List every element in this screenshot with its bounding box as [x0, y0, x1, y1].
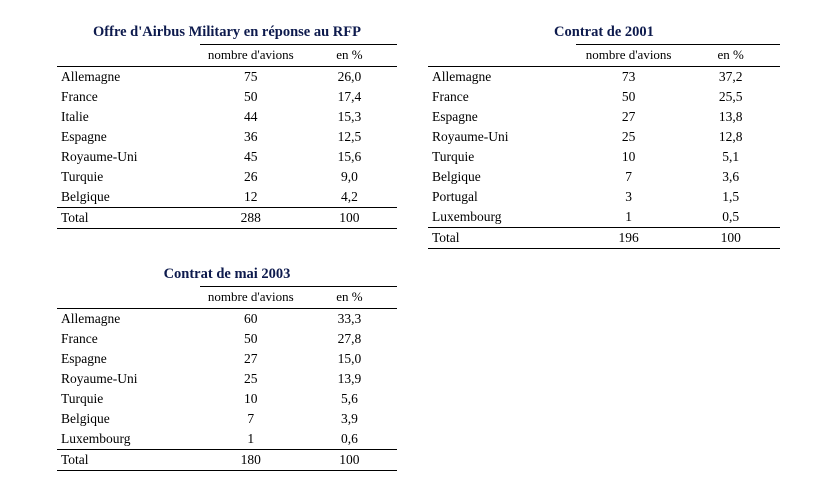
table-row	[428, 107, 780, 127]
cell-avions: 1	[247, 431, 255, 446]
table-contrat-de-2001	[428, 24, 780, 249]
cell-country: Luxembourg	[61, 431, 131, 446]
cell-total-avions: 180	[200, 450, 302, 471]
cell-percent: 25,5	[718, 89, 743, 104]
cell-avions: 3	[625, 189, 632, 204]
cell-percent: 15,6	[337, 149, 362, 164]
column-header-percent: en %	[302, 45, 397, 67]
cell-percent: 15,3	[337, 109, 362, 124]
cell-avions: 7	[625, 169, 632, 184]
cell-country: Portugal	[432, 189, 478, 204]
column-header-percent: en %	[681, 45, 780, 67]
cell-country: Luxembourg	[432, 209, 502, 224]
table-row	[57, 87, 397, 107]
cell-country: Turquie	[61, 169, 104, 184]
cell-avions: 50	[244, 331, 258, 346]
table-offre-airbus-military-rfp	[57, 24, 397, 229]
cell-avions: 75	[200, 67, 302, 88]
column-header-percent: en %	[302, 287, 397, 309]
table-title: Contrat de mai 2003	[163, 266, 291, 282]
table-row	[428, 167, 780, 187]
data-table	[428, 24, 780, 249]
cell-country: Allemagne	[57, 309, 200, 330]
cell-percent: 27,8	[337, 331, 362, 346]
table-row	[57, 429, 397, 450]
cell-percent: 13,9	[337, 371, 362, 386]
table-title: Offre d'Airbus Military en réponse au RFP	[93, 24, 361, 40]
cell-country: Belgique	[61, 189, 110, 204]
cell-country: Turquie	[432, 149, 475, 164]
cell-percent: 0,6	[340, 431, 358, 446]
column-header-country	[57, 45, 200, 67]
table-row	[57, 309, 397, 330]
data-table	[57, 24, 397, 229]
table-row	[57, 349, 397, 369]
table-total-row	[57, 208, 397, 229]
table-row	[428, 147, 780, 167]
cell-total-percent: 100	[681, 228, 780, 249]
cell-country: Belgique	[432, 169, 481, 184]
table-row	[57, 107, 397, 127]
cell-avions: 12	[244, 189, 258, 204]
cell-total-avions: 288	[200, 208, 302, 229]
column-header-country	[57, 287, 200, 309]
cell-avions: 25	[244, 371, 258, 386]
cell-country: Belgique	[61, 411, 110, 426]
cell-avions: 27	[621, 109, 636, 124]
cell-percent: 37,2	[681, 67, 780, 88]
cell-total-percent: 100	[302, 450, 397, 471]
cell-country: Allemagne	[428, 67, 576, 88]
cell-total-percent: 100	[302, 208, 397, 229]
cell-percent: 0,5	[722, 209, 740, 224]
table-row	[57, 389, 397, 409]
table-row	[428, 67, 780, 88]
table-row	[428, 207, 780, 228]
table-row	[57, 187, 397, 208]
cell-country: Turquie	[61, 391, 104, 406]
cell-avions: 10	[621, 149, 636, 164]
cell-percent: 4,2	[340, 189, 358, 204]
data-table	[57, 266, 397, 471]
cell-avions: 25	[621, 129, 636, 144]
cell-percent: 5,1	[722, 149, 740, 164]
cell-percent: 33,3	[302, 309, 397, 330]
column-header-avions: nombre d'avions	[576, 45, 682, 67]
table-row	[57, 127, 397, 147]
table-row	[57, 409, 397, 429]
cell-percent: 15,0	[337, 351, 362, 366]
table-header-row	[57, 45, 397, 67]
cell-avions: 26	[244, 169, 258, 184]
cell-percent: 5,6	[340, 391, 358, 406]
table-total-row	[428, 228, 780, 249]
cell-percent: 12,5	[337, 129, 362, 144]
cell-avions: 1	[625, 209, 632, 224]
table-row	[57, 167, 397, 187]
table-row	[57, 369, 397, 389]
table-header-row	[428, 45, 780, 67]
cell-avions: 50	[244, 89, 258, 104]
cell-country: Italie	[61, 109, 89, 124]
cell-percent: 12,8	[718, 129, 743, 144]
cell-country: Espagne	[432, 109, 478, 124]
cell-country: Royaume-Uni	[61, 371, 138, 386]
cell-avions: 73	[576, 67, 682, 88]
table-total-row	[57, 450, 397, 471]
cell-avions: 7	[247, 411, 255, 426]
cell-avions: 36	[244, 129, 258, 144]
table-row	[57, 329, 397, 349]
table-row	[428, 87, 780, 107]
cell-avions: 45	[244, 149, 258, 164]
cell-percent: 26,0	[302, 67, 397, 88]
table-row	[428, 187, 780, 207]
table-header-row	[57, 287, 397, 309]
cell-total-label: Total	[428, 228, 576, 249]
cell-avions: 10	[244, 391, 258, 406]
table-row	[57, 67, 397, 88]
cell-country: Royaume-Uni	[432, 129, 509, 144]
column-header-avions: nombre d'avions	[200, 287, 302, 309]
table-row	[428, 127, 780, 147]
table-contrat-de-mai-2003	[57, 266, 397, 471]
cell-total-label: Total	[57, 450, 200, 471]
cell-country: Allemagne	[57, 67, 200, 88]
cell-percent: 9,0	[340, 169, 358, 184]
cell-percent: 3,9	[340, 411, 358, 426]
cell-avions: 60	[200, 309, 302, 330]
column-header-avions: nombre d'avions	[200, 45, 302, 67]
cell-percent: 1,5	[722, 189, 740, 204]
cell-country: France	[61, 331, 98, 346]
cell-avions: 44	[244, 109, 258, 124]
cell-percent: 17,4	[337, 89, 362, 104]
cell-percent: 3,6	[722, 169, 740, 184]
table-title: Contrat de 2001	[554, 24, 654, 40]
cell-country: Espagne	[61, 129, 107, 144]
cell-avions: 50	[621, 89, 636, 104]
cell-country: Espagne	[61, 351, 107, 366]
cell-avions: 27	[244, 351, 258, 366]
cell-country: Royaume-Uni	[61, 149, 138, 164]
table-row	[57, 147, 397, 167]
cell-percent: 13,8	[718, 109, 743, 124]
column-header-country	[428, 45, 576, 67]
cell-country: France	[432, 89, 469, 104]
cell-country: France	[61, 89, 98, 104]
cell-total-avions: 196	[576, 228, 682, 249]
cell-total-label: Total	[57, 208, 200, 229]
